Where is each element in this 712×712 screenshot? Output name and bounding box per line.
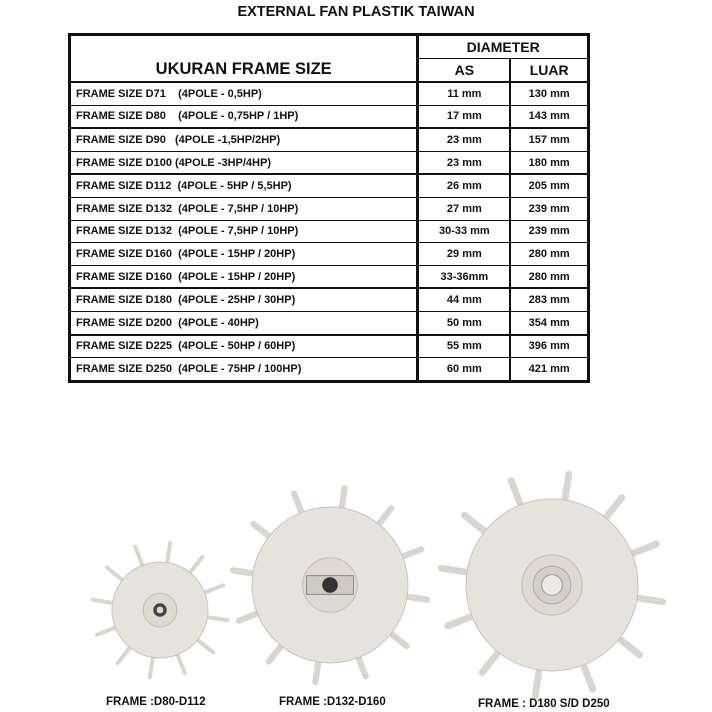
frame-cell: FRAME SIZE D160 (4POLE - 15HP / 20HP) xyxy=(70,265,418,288)
frame-cell: FRAME SIZE D180 (4POLE - 25HP / 30HP) xyxy=(70,288,418,311)
frame-cell: FRAME SIZE D200 (4POLE - 40HP) xyxy=(70,311,418,334)
as-cell: 50 mm xyxy=(418,311,510,334)
as-cell: 60 mm xyxy=(418,358,510,382)
luar-cell: 143 mm xyxy=(510,105,588,128)
as-cell: 26 mm xyxy=(418,174,510,197)
frame-cell: FRAME SIZE D112 (4POLE - 5HP / 5,5HP) xyxy=(70,174,418,197)
caption-medium-fan: FRAME :D132-D160 xyxy=(279,696,386,708)
luar-cell: 421 mm xyxy=(510,358,588,382)
luar-cell: 205 mm xyxy=(510,174,588,197)
luar-cell: 280 mm xyxy=(510,265,588,288)
as-cell: 23 mm xyxy=(418,128,510,151)
frame-cell: FRAME SIZE D71 (4POLE - 0,5HP) xyxy=(70,82,418,105)
frame-cell: FRAME SIZE D225 (4POLE - 50HP / 60HP) xyxy=(70,335,418,358)
luar-cell: 239 mm xyxy=(510,197,588,220)
as-cell: 33-36mm xyxy=(418,265,510,288)
as-cell: 30-33 mm xyxy=(418,220,510,243)
frame-cell: FRAME SIZE D132 (4POLE - 7,5HP / 10HP) xyxy=(70,220,418,243)
frame-cell: FRAME SIZE D100 (4POLE -3HP/4HP) xyxy=(70,151,418,174)
fan-small xyxy=(93,543,227,677)
luar-cell: 354 mm xyxy=(510,311,588,334)
luar-cell: 180 mm xyxy=(510,151,588,174)
caption-large-fan: FRAME : D180 S/D D250 xyxy=(478,698,610,710)
as-cell: 23 mm xyxy=(418,151,510,174)
caption-small-fan: FRAME :D80-D112 xyxy=(106,696,206,708)
fan-large xyxy=(441,474,662,695)
frame-cell: FRAME SIZE D160 (4POLE - 15HP / 20HP) xyxy=(70,243,418,266)
luar-cell: 396 mm xyxy=(510,335,588,358)
luar-cell: 157 mm xyxy=(510,128,588,151)
as-cell: 11 mm xyxy=(418,82,510,105)
header-frame-size: UKURAN FRAME SIZE xyxy=(70,35,418,83)
as-cell: 55 mm xyxy=(418,335,510,358)
luar-cell: 239 mm xyxy=(510,220,588,243)
header-diameter: DIAMETER xyxy=(418,35,589,59)
frame-cell: FRAME SIZE D132 (4POLE - 7,5HP / 10HP) xyxy=(70,197,418,220)
as-cell: 27 mm xyxy=(418,197,510,220)
luar-cell: 130 mm xyxy=(510,82,588,105)
frame-cell: FRAME SIZE D80 (4POLE - 0,75HP / 1HP) xyxy=(70,105,418,128)
fan-medium xyxy=(233,488,427,682)
luar-cell: 280 mm xyxy=(510,243,588,266)
as-cell: 17 mm xyxy=(418,105,510,128)
as-cell: 29 mm xyxy=(418,243,510,266)
luar-cell: 283 mm xyxy=(510,288,588,311)
page-title: EXTERNAL FAN PLASTIK TAIWAN xyxy=(237,4,475,20)
frame-cell: FRAME SIZE D250 (4POLE - 75HP / 100HP) xyxy=(70,358,418,382)
as-cell: 44 mm xyxy=(418,288,510,311)
header-luar: LUAR xyxy=(510,59,588,83)
header-as: AS xyxy=(418,59,510,83)
frame-cell: FRAME SIZE D90 (4POLE -1,5HP/2HP) xyxy=(70,128,418,151)
